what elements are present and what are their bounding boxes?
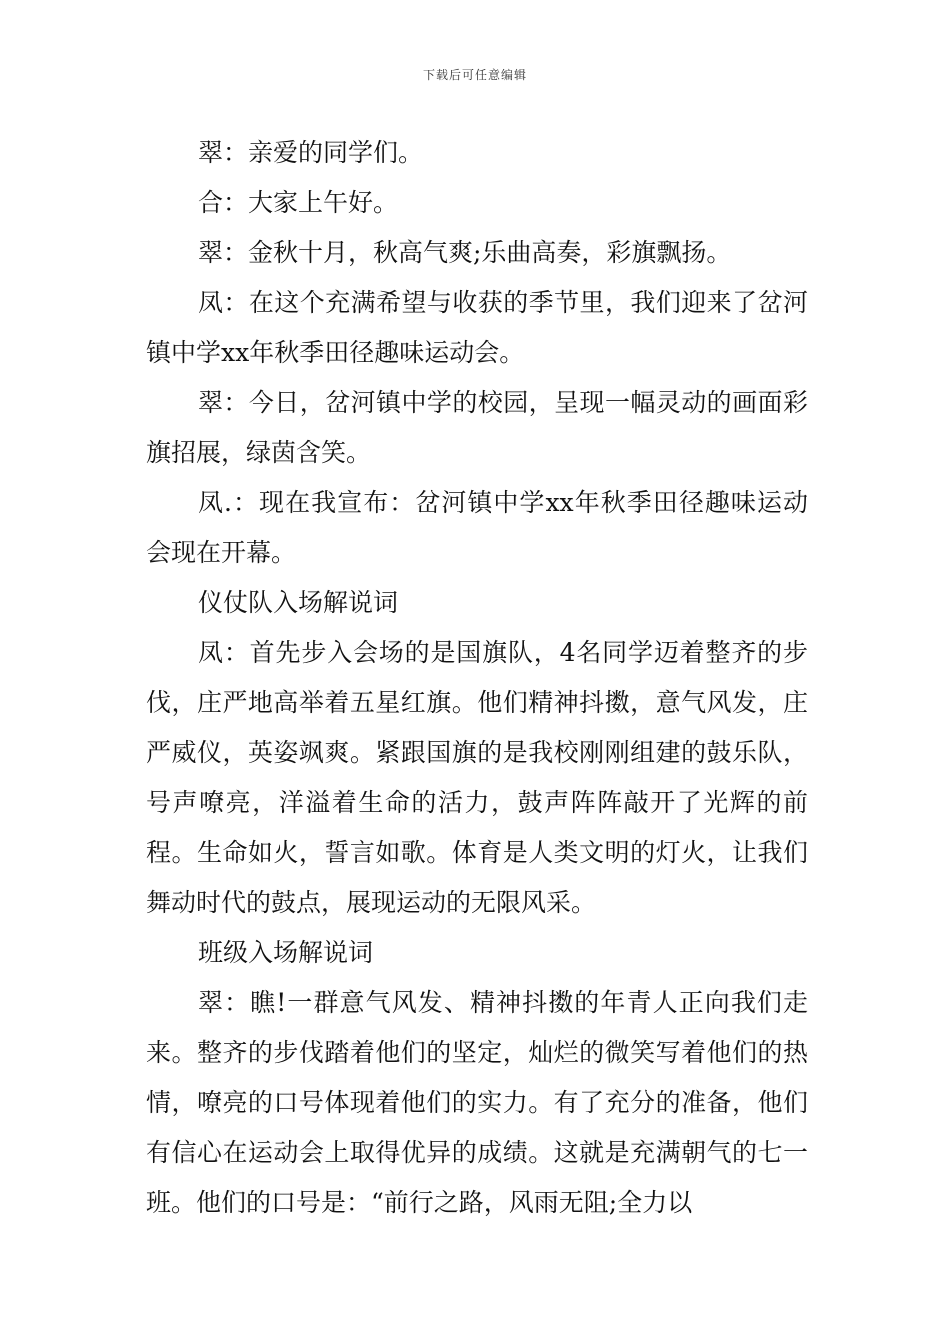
paragraph-campus: 翠：今日，岔河镇中学的校园，呈现一幅灵动的画面彩旗招展，绿茵含笑。 — [146, 388, 808, 467]
paragraph-class-entry: 翠：瞧!一群意气风发、精神抖擞的年青人正向我们走来。整齐的步伐踏着他们的坚定，灿烂的微笑写着他们的热情，嘹亮的口号体现着他们的实力。有了充分的准备，他们有信心在运动会上取得优异的成绩。这就是充满朝气的七一班。他们的口号是：“前行之路，风雨无阻;全力以 — [146, 988, 808, 1217]
section-heading-honor-guard: 仪仗队入场解说词 — [198, 588, 399, 617]
paragraph-flag-team: 凤：首先步入会场的是国旗队，4名同学迈着整齐的步伐，庄严地高举着五星红旗。他们精神抖擞，意气风发，庄严威仪，英姿飒爽。紧跟国旗的是我校刚刚组建的鼓乐队，号声嘹亮，洋溢着生命的活力，鼓声阵阵敲开了光辉的前程。生命如火，誓言如歌。体育是人类文明的灯火，让我们舞动时代的鼓点，展现运动的无限风采。 — [146, 638, 808, 917]
paragraph-autumn: 翠：金秋十月，秋高气爽;乐曲高奏，彩旗飘扬。 — [198, 238, 732, 267]
paragraph-reply: 合：大家上午好。 — [198, 188, 399, 217]
paragraph-opening: 凤.：现在我宣布：岔河镇中学xx年秋季田径趣味运动会现在开幕。 — [146, 488, 808, 567]
document-body — [146, 128, 808, 1228]
paragraph-welcome: 凤：在这个充满希望与收获的季节里，我们迎来了岔河镇中学xx年秋季田径趣味运动会。 — [146, 288, 808, 367]
page-header-note: 下载后可任意编辑 — [422, 68, 527, 82]
section-heading-class-entry: 班级入场解说词 — [198, 938, 374, 967]
paragraph-greeting: 翠：亲爱的同学们。 — [198, 138, 424, 167]
